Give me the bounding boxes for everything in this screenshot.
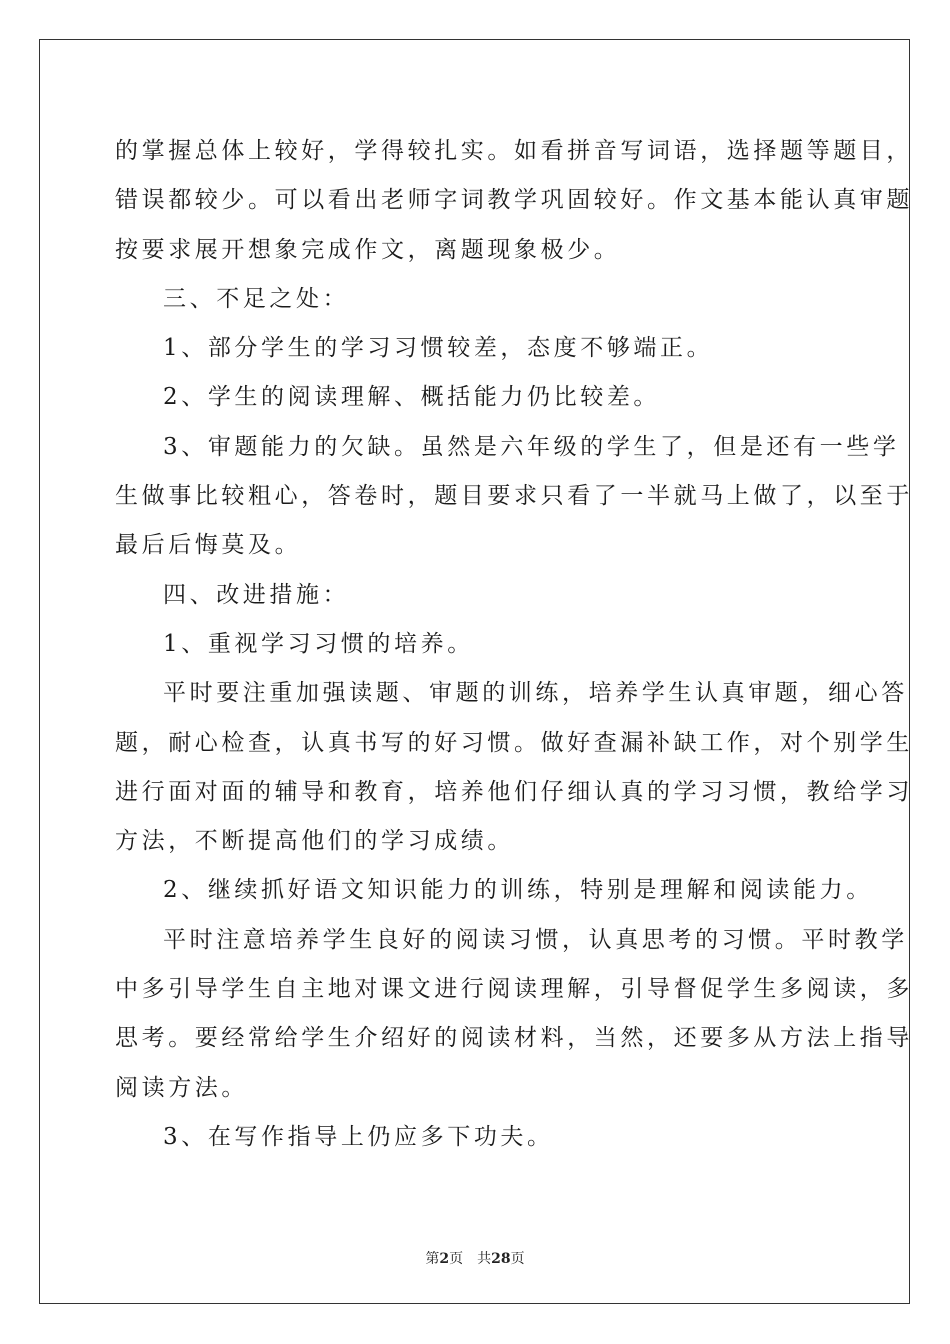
text-line: 1、重视学习习惯的培养。 [163,630,474,657]
text-line: 的掌握总体上较好，学得较扎实。如看拼音写词语，选择题等题目， [115,138,913,164]
text-line: 平时注意培养学生良好的阅读习惯，认真思考的习惯。平时教学 [163,926,908,953]
page-prefix: 第 [425,1251,440,1267]
text-line: 按要求展开想象完成作文，离题现象极少。 [115,236,621,263]
page-number: 2 [439,1251,450,1267]
text-line: 中多引导学生自主地对课文进行阅读理解，引导督促学生多阅读，多 [115,976,913,1003]
text-line: 进行面对面的辅导和教育，培养他们仔细认真的学习习惯，教给学习 [115,778,913,805]
section-heading: 四、改进措施： [163,581,350,608]
page-footer [0,1248,950,1268]
text-line: 阅读方法。 [115,1074,248,1101]
text-line: 最后后悔莫及。 [115,532,302,559]
text-line: 题，耐心检查，认真书写的好习惯。做好查漏补缺工作，对个别学生 [115,729,913,756]
total-pages: 28 [491,1251,511,1267]
text-line: 方法，不断提高他们的学习成绩。 [115,828,514,855]
text-line: 2、学生的阅读理解、概括能力仍比较差。 [163,384,661,411]
total-prefix: 共 [477,1251,492,1267]
document-body [115,127,913,1162]
text-line: 3、审题能力的欠缺。虽然是六年级的学生了，但是还有一些学 [163,433,900,460]
text-line: 错误都较少。可以看出老师字词教学巩固较好。作文基本能认真审题 [115,187,913,214]
total-suffix: 页 [510,1251,525,1267]
text-line: 平时要注重加强读题、审题的训练，培养学生认真审题，细心答 [163,680,908,707]
section-heading: 三、不足之处： [163,285,350,312]
page-suffix: 页 [449,1251,464,1267]
text-line: 2、继续抓好语文知识能力的训练，特别是理解和阅读能力。 [163,877,873,904]
text-line: 思考。要经常给学生介绍好的阅读材料，当然，还要多从方法上指导 [115,1025,913,1052]
text-line: 1、部分学生的学习习惯较差，态度不够端正。 [163,335,714,362]
text-line: 3、在写作指导上仍应多下功夫。 [163,1123,554,1150]
text-line: 生做事比较粗心，答卷时，题目要求只看了一半就马上做了，以至于 [115,483,913,510]
